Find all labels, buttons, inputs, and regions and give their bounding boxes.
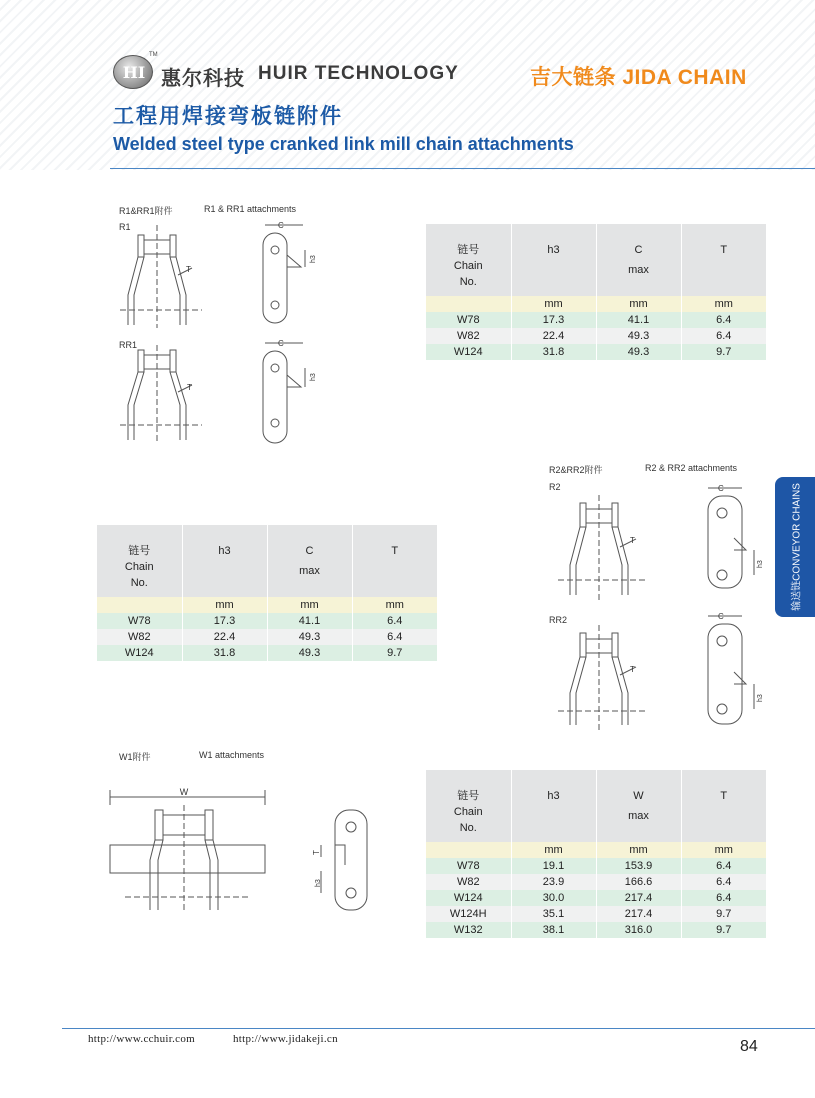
table-row: W124 31.8 49.3 9.7 [426, 344, 766, 360]
page-title-cn: 工程用焊接弯板链附件 [113, 105, 343, 128]
rr1-dim-c: C [278, 339, 284, 348]
w1-caption-cn: W1附件 [119, 752, 151, 762]
w1-dim-w: W [179, 787, 189, 797]
header-divider [110, 168, 815, 169]
rr2-label: RR2 [549, 615, 568, 625]
table-units-row: mm mm mm [426, 842, 766, 858]
col-t: T [681, 224, 766, 296]
col-c-max: C max [596, 224, 681, 296]
table-units-row: mm mm mm [97, 597, 437, 613]
col-c-max: C max [267, 525, 352, 597]
r1-label: R1 [119, 222, 131, 232]
footer-divider [62, 1028, 815, 1029]
rr1-label: RR1 [119, 340, 138, 350]
r1-dim-t: T [186, 265, 191, 274]
table-row: W124H 35.1 217.4 9.7 [426, 906, 766, 922]
w1-caption-en: W1 attachments [199, 750, 265, 760]
col-chain-no: 链号 Chain No. [426, 770, 511, 842]
table-row: W78 19.1 153.9 6.4 [426, 858, 766, 874]
r2-caption-en: R2 & RR2 attachments [645, 463, 738, 473]
rr1-dim-h3: h3 [310, 373, 317, 381]
table-row: W132 38.1 316.0 9.7 [426, 922, 766, 938]
r2-dim-h3: h3 [757, 560, 764, 568]
r2-dim-c: C [718, 484, 724, 493]
table-units-row: mm mm mm [426, 296, 766, 312]
rr1-dim-t: T [187, 383, 192, 392]
table-row: W124 31.8 49.3 9.7 [97, 645, 437, 661]
r2-caption-cn: R2&RR2附件 [549, 465, 603, 475]
table-row: W82 23.9 166.6 6.4 [426, 874, 766, 890]
rr2-side-drawing [690, 606, 770, 731]
table-row: W82 22.4 49.3 6.4 [426, 328, 766, 344]
w1-side-drawing [305, 805, 380, 915]
r1-front-drawing [110, 220, 210, 330]
col-h3: h3 [511, 770, 596, 842]
brand-name-en: HUIR TECHNOLOGY [258, 63, 459, 84]
brand-name-cn: 惠尔科技 [161, 68, 245, 90]
company-logo: HI [113, 55, 153, 89]
table-row: W78 17.3 41.1 6.4 [426, 312, 766, 328]
r2-spec-table [97, 525, 437, 661]
r1-side-drawing [245, 215, 325, 330]
table-row: W82 22.4 49.3 6.4 [97, 629, 437, 645]
w1-front-drawing [105, 785, 275, 915]
r2-dim-t: T [630, 536, 635, 545]
col-h3: h3 [182, 525, 267, 597]
r2-side-drawing [690, 478, 770, 593]
footer-url-jidakeji[interactable]: http://www.jidakeji.cn [233, 1033, 338, 1045]
rr2-front-drawing [550, 625, 650, 735]
page-title-en: Welded steel type cranked link mill chain attachments [113, 134, 574, 154]
table-row: W124 30.0 217.4 6.4 [426, 890, 766, 906]
r1-spec-table [426, 224, 766, 360]
rr1-side-drawing [245, 335, 325, 447]
r2-front-drawing [550, 495, 650, 605]
footer-url-cchuir[interactable]: http://www.cchuir.com [88, 1033, 196, 1045]
rr1-front-drawing [110, 345, 210, 445]
rr2-dim-h3: h3 [757, 694, 764, 702]
rr2-dim-t: T [630, 665, 635, 674]
col-chain-no: 链号 Chain No. [426, 224, 511, 296]
trademark-mark: TM [149, 52, 158, 58]
conveyor-chains-side-tab: 输送链CONVEYOR CHAINS [775, 477, 815, 617]
col-chain-no: 链号 Chain No. [97, 525, 182, 597]
rr2-dim-c: C [718, 612, 724, 621]
jida-chain-brand: 吉大链条 JIDA CHAIN [530, 66, 747, 89]
r1-caption-en: R1 & RR1 attachments [204, 204, 297, 214]
w1-spec-table [426, 770, 766, 938]
col-h3: h3 [511, 224, 596, 296]
table-row: W78 17.3 41.1 6.4 [97, 613, 437, 629]
col-t: T [352, 525, 437, 597]
w1-dim-h3: h3 [315, 879, 322, 887]
r2-label: R2 [549, 482, 561, 492]
col-w-max: W max [596, 770, 681, 842]
page-number: 84 [740, 1038, 758, 1055]
col-t: T [681, 770, 766, 842]
r1-caption-cn: R1&RR1附件 [119, 206, 173, 216]
w1-dim-t: T [312, 850, 321, 855]
r1-dim-c: C [278, 221, 284, 230]
r1-dim-h3: h3 [310, 255, 317, 263]
